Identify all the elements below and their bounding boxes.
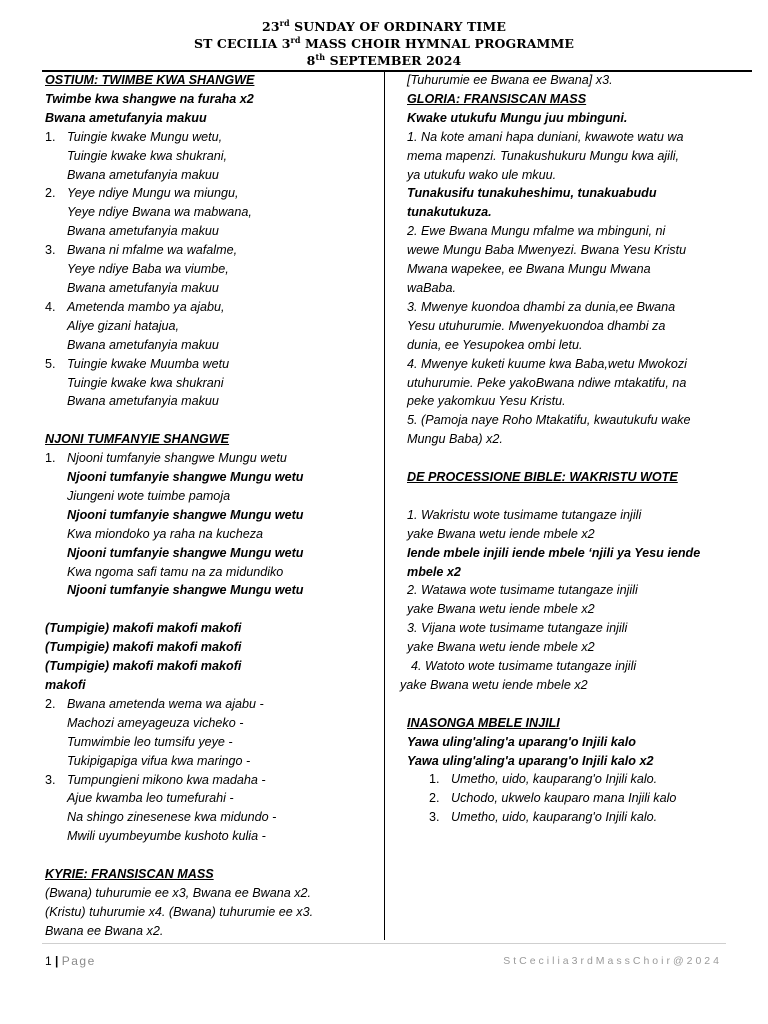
verse-line: 1. Wakristu wote tusimame tutangaze injili	[407, 507, 642, 522]
item-number: 3.	[429, 810, 440, 825]
verse-line: utuhurumie. Peke yakoBwana ndiwe mtakatifu, na	[407, 375, 687, 390]
verse-line: Mwili uyumbeyumbe kushoto kulia -	[67, 829, 266, 844]
item-number: 4.	[45, 299, 56, 314]
verse-line: 1. Na kote amani hapa duniani, kwawote watu wa	[407, 129, 684, 144]
verse-line: Bwana ee Bwana x2.	[45, 923, 164, 938]
verse-line: Mwana wapekee, ee Bwana Mungu Mwana	[407, 262, 651, 277]
verse-line: mema mapenzi. Tunakushukuru Mungu kwa ajili,	[407, 148, 680, 163]
spacer	[45, 846, 380, 865]
verse-line: yake Bwana wetu iende mbele x2	[407, 602, 595, 617]
verse-line: Tunakusifu tunakuheshimu, tunakuabudu	[407, 186, 657, 201]
verse-line: Njooni tumfanyie shangwe Mungu wetu	[67, 583, 304, 598]
verse-line: Kwa ngoma safi tamu na za midundiko	[67, 564, 284, 579]
verse-line	[45, 771, 380, 790]
verse-line: Kwake utukufu Mungu juu mbinguni.	[407, 110, 628, 125]
item-text: Tuingie kwake Mungu wetu,	[67, 129, 223, 144]
item-text: Yeye ndiye Mungu wa miungu,	[67, 186, 239, 201]
verse-line: yake Bwana wetu iende mbele x2	[400, 677, 588, 692]
section-heading: DE PROCESSIONE BIBLE: WAKRISTU WOTE	[407, 470, 678, 485]
verse-line: Iende mbele injili iende mbele ‘njili ya Yesu iende	[407, 545, 701, 560]
item-text: Umetho, uido, kauparang'o Injili kalo.	[451, 772, 658, 787]
item-text: Umetho, uido, kauparang'o Injili kalo.	[451, 810, 658, 825]
item-number: 5.	[45, 356, 56, 371]
chorus-line: (Tumpigie) makofi makofi makofi	[45, 621, 242, 636]
verse-line: Kwa miondoko ya raha na kucheza	[67, 526, 264, 541]
chorus-line: (Tumpigie) makofi makofi makofi	[45, 640, 242, 655]
section-heading: OSTIUM: TWIMBE KWA SHANGWE	[45, 73, 255, 87]
item-number: 2.	[45, 696, 56, 711]
item-text: Tumpungieni mikono kwa madaha -	[67, 772, 266, 787]
list-item	[407, 770, 752, 789]
verse-line: yake Bwana wetu iende mbele x2	[407, 526, 595, 541]
item-text: Njooni tumfanyie shangwe Mungu wetu	[67, 451, 287, 466]
title-line-3: 8th SEPTEMBER 2024	[306, 52, 462, 68]
verse-line: Bwana ametufanyia makuu	[67, 224, 219, 239]
verse-line: Bwana ametufanyia makuu	[67, 337, 219, 352]
verse-line: Njooni tumfanyie shangwe Mungu wetu	[67, 507, 304, 522]
section-heading: GLORIA: FRANSISCAN MASS	[407, 91, 587, 106]
item-number: 1.	[45, 451, 56, 466]
footer-divider	[42, 943, 726, 944]
footer-credit: StCecilia3rdMassChoir@2024	[503, 955, 722, 967]
verse-line	[45, 184, 380, 203]
verse-line: Bwana ametufanyia makuu	[67, 394, 219, 409]
verse-line: peke yakomkuu Yesu Kristu.	[407, 394, 566, 409]
item-number: 2.	[45, 186, 56, 201]
verse-line: Bwana ametufanyia makuu	[67, 280, 219, 295]
item-text: Bwana ni mfalme wa wafalme,	[67, 243, 238, 258]
verse-line: 2. Ewe Bwana Mungu mfalme wa mbinguni, ni	[407, 224, 666, 239]
item-text: Uchodo, ukwelo kauparo mana Injili kalo	[451, 791, 677, 806]
verse-line: 5. (Pamoja naye Roho Mtakatifu, kwautukufu wake	[407, 413, 691, 428]
verse-line: Tuingie kwake kwa shukrani	[67, 375, 224, 390]
column-divider	[384, 72, 385, 940]
verse-line: Jiungeni wote tuimbe pamoja	[67, 488, 231, 503]
section-heading: KYRIE: FRANSISCAN MASS	[45, 867, 214, 882]
verse-line: Njooni tumfanyie shangwe Mungu wetu	[67, 470, 304, 485]
left-column	[45, 71, 380, 941]
verse-line: Njooni tumfanyie shangwe Mungu wetu	[67, 545, 304, 560]
verse-line: yake Bwana wetu iende mbele x2	[407, 640, 595, 655]
chorus-line: (Tumpigie) makofi makofi makofi	[45, 659, 242, 674]
spacer	[407, 695, 752, 714]
verse-line: Tuingie kwake kwa shukrani,	[67, 148, 228, 163]
verse-line: Yeye ndiye Bwana wa mabwana,	[67, 205, 252, 220]
spacer	[45, 600, 380, 619]
item-number: 1.	[429, 772, 440, 787]
refrain-line: Yawa uling'aling'a uparang'o Injili kalo x2	[407, 753, 654, 768]
verse-line: Yesu utuhurumie. Mwenyekuondoa dhambi za	[407, 318, 666, 333]
item-text: Tuingie kwake Muumba wetu	[67, 356, 230, 371]
verse-line: 3. Vijana wote tusimame tutangaze injili	[407, 621, 628, 636]
item-number: 3.	[45, 772, 56, 787]
list-item	[407, 808, 752, 827]
verse-line	[45, 128, 380, 147]
refrain-line: Bwana ametufanyia makuu	[45, 110, 207, 125]
verse-line	[45, 695, 380, 714]
verse-line: [Tuhurumie ee Bwana ee Bwana] x3.	[407, 73, 613, 87]
verse-line: wewe Mungu Baba Mwenyezi. Bwana Yesu Kristu	[407, 243, 687, 258]
item-text: Ametenda mambo ya ajabu,	[67, 299, 225, 314]
verse-line: 3. Mwenye kuondoa dhambi za dunia,ee Bwana	[407, 299, 676, 314]
spacer	[407, 449, 752, 468]
spacer	[407, 487, 752, 506]
title-line-2: ST CECILIA 3rd MASS CHOIR HYMNAL PROGRAMME	[193, 35, 575, 51]
section-heading: INASONGA MBELE INJILI	[407, 715, 560, 730]
verse-line: ya utukufu wako ule mkuu.	[407, 167, 557, 182]
list-item	[407, 789, 752, 808]
verse-line: Bwana ametufanyia makuu	[67, 167, 219, 182]
title-line-1: 23rd SUNDAY OF ORDINARY TIME	[262, 18, 506, 34]
spacer	[45, 411, 380, 430]
verse-line: 4. Mwenye kuketi kuume kwa Baba,wetu Mwokozi	[407, 356, 687, 371]
item-number: 3.	[45, 243, 56, 258]
verse-line: Ajue kwamba leo tumefurahi -	[67, 791, 234, 806]
verse-line: waBaba.	[407, 280, 457, 295]
verse-line: Mungu Baba) x2.	[407, 432, 503, 447]
section-heading: NJONI TUMFANYIE SHANGWE	[45, 432, 230, 447]
refrain-line: Twimbe kwa shangwe na furaha x2	[45, 91, 254, 106]
page-number: 1 | Page	[45, 954, 96, 968]
verse-line: (Kristu) tuhurumie x4. (Bwana) tuhurumie ee x3.	[45, 904, 314, 919]
right-column	[400, 71, 752, 827]
verse-line	[45, 241, 380, 260]
verse-line	[45, 355, 380, 374]
verse-line: Yeye ndiye Baba wa viumbe,	[67, 262, 229, 277]
verse-line: Machozi ameyageuza vicheko -	[67, 715, 244, 730]
verse-line: Na shingo zinesenese kwa midundo -	[67, 810, 277, 825]
refrain-line: Yawa uling'aling'a uparang'o Injili kalo	[407, 734, 636, 749]
verse-line: dunia, ee Yesupokea ombi letu.	[407, 337, 583, 352]
item-text: Bwana ametenda wema wa ajabu -	[67, 696, 264, 711]
chorus-line: makofi	[45, 677, 86, 692]
verse-line: (Bwana) tuhurumie ee x3, Bwana ee Bwana x2.	[45, 885, 312, 900]
verse-line: mbele x2	[407, 564, 461, 579]
verse-line: Tumwimbie leo tumsifu yeye -	[67, 734, 233, 749]
verse-line: 4. Watoto wote tusimame tutangaze injili	[411, 659, 637, 674]
verse-line: Tukipigapiga vifua kwa maringo -	[67, 753, 251, 768]
verse-line: Aliye gizani hatajua,	[67, 318, 180, 333]
verse-line: 2. Watawa wote tusimame tutangaze injili	[407, 583, 638, 598]
verse-line	[45, 298, 380, 317]
verse-line	[45, 449, 380, 468]
item-number: 1.	[45, 129, 56, 144]
item-number: 2.	[429, 791, 440, 806]
verse-line: tunakutukuza.	[407, 205, 492, 220]
